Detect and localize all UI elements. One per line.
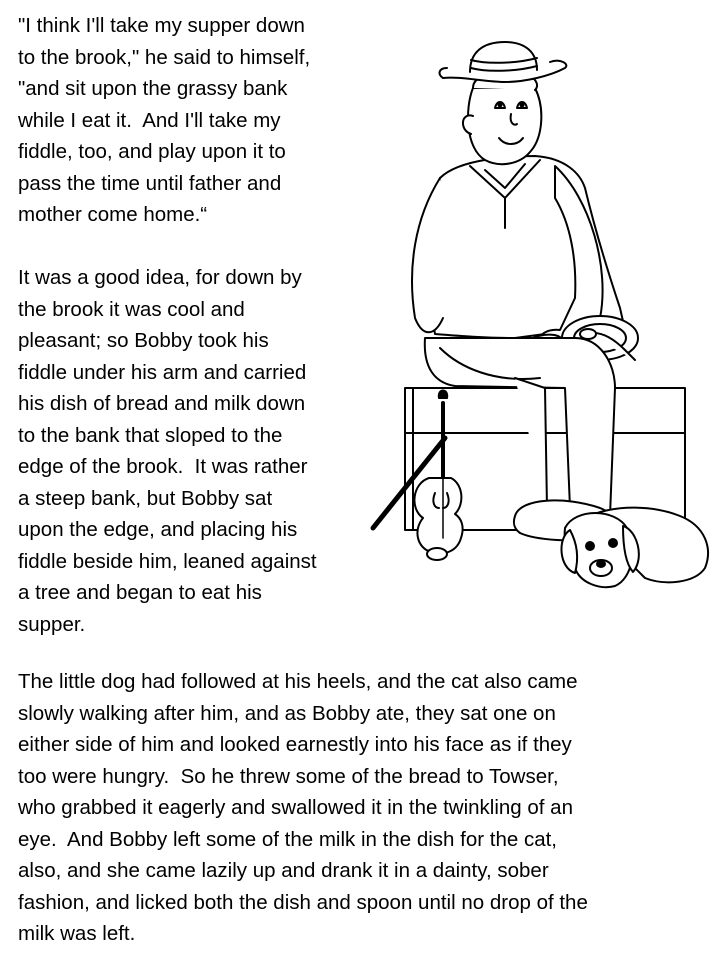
text-line: fiddle, too, and play upon it to <box>18 140 286 163</box>
text-line: also, and she came lazily up and drank it in a dainty, sober <box>18 859 549 882</box>
text-line: a steep bank, but Bobby sat <box>18 486 273 510</box>
paragraph-supper-plan <box>18 10 378 231</box>
text-line: supper. <box>18 612 86 636</box>
text-line: "I think I'll take my supper down <box>18 14 305 37</box>
text-line: It was a good idea, for down by <box>18 266 302 289</box>
text-line: mother come home.“ <box>18 203 208 226</box>
paragraph-good-idea <box>18 262 378 640</box>
text-line: fashion, and licked both the dish and spoon until no drop of the <box>18 890 588 914</box>
text-line: edge of the brook. It was rather <box>18 455 308 478</box>
text-line: eye. And Bobby left some of the milk in the dish for the cat, <box>18 827 557 851</box>
text-line: pass the time until father and <box>18 171 282 195</box>
text-line: fiddle under his arm and carried <box>18 360 307 384</box>
text-line: slowly walking after him, and as Bobby ate, they sat one on <box>18 701 556 725</box>
text-line: the brook it was cool and <box>18 297 245 321</box>
text-line: upon the edge, and placing his <box>18 518 298 541</box>
text-line: who grabbed it eagerly and swallowed it in the twinkling of an <box>18 796 573 819</box>
text-line: a tree and began to eat his <box>18 581 262 604</box>
paragraph-spacer <box>18 231 378 263</box>
text-line: while I eat it. And I'll take my <box>18 108 281 132</box>
boy-head-icon <box>463 76 541 164</box>
text-line: either side of him and looked earnestly into his face as if they <box>18 733 572 756</box>
story-column-text <box>18 10 378 640</box>
dog-icon <box>561 508 708 587</box>
story-bottom-text <box>18 666 708 950</box>
text-line: The little dog had followed at his heels, and the cat also came <box>18 670 578 693</box>
text-line: pleasant; so Bobby took his <box>18 329 269 352</box>
text-line: fiddle beside him, leaned against <box>18 549 317 573</box>
hat-icon <box>440 42 567 82</box>
text-line: his dish of bread and milk down <box>18 392 306 415</box>
text-line: milk was left. <box>18 922 136 945</box>
text-line: to the brook," he said to himself, <box>18 45 311 69</box>
text-line: "and sit upon the grassy bank <box>18 77 288 100</box>
text-line: too were hungry. So he threw some of the bread to Towser, <box>18 764 559 788</box>
boy-with-fiddle-and-dog-illustration <box>365 38 715 598</box>
text-line: to the bank that sloped to the <box>18 423 283 447</box>
